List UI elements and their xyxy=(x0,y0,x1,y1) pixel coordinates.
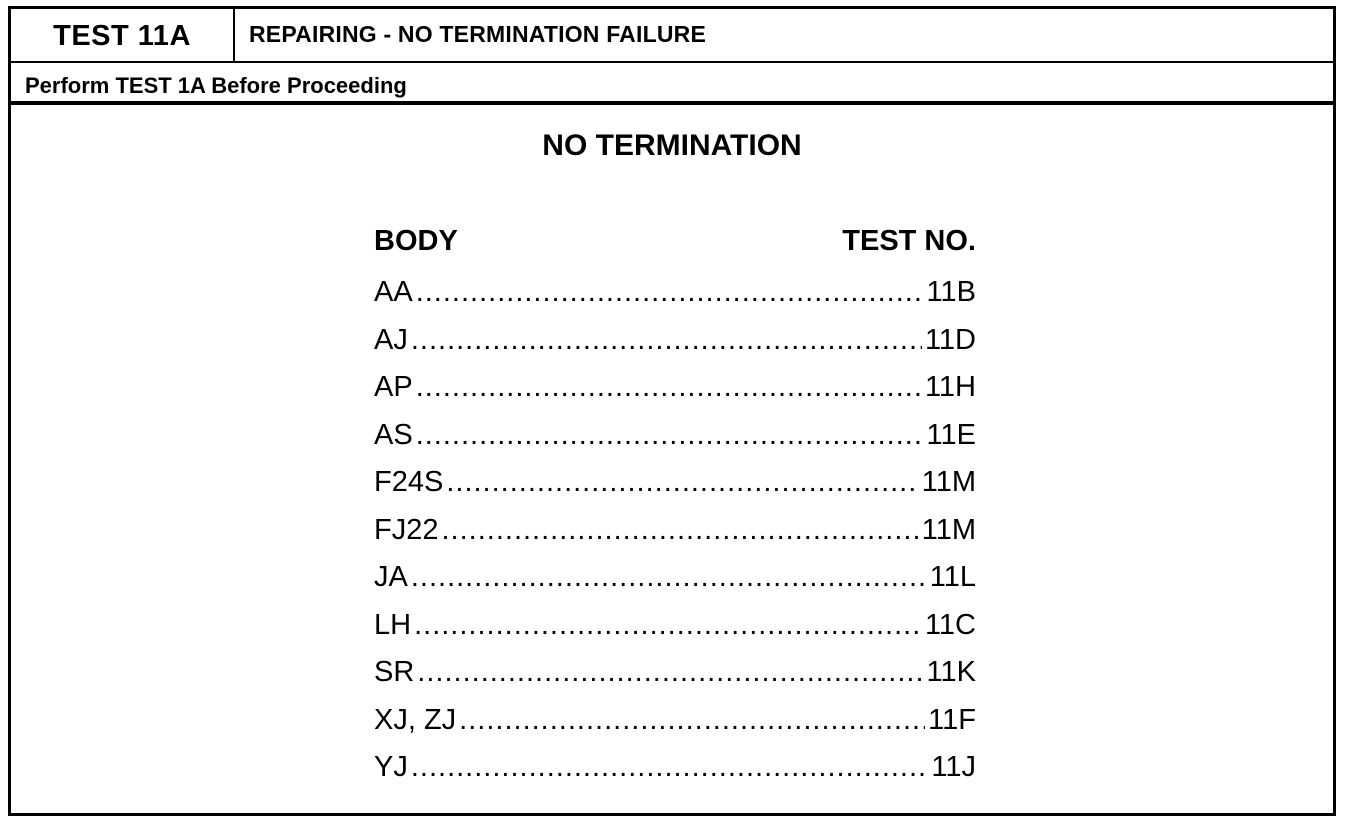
table-row xyxy=(374,459,976,507)
dot-leader xyxy=(446,459,918,507)
table-row xyxy=(374,412,976,460)
body-code: JA xyxy=(374,561,408,593)
table-rows xyxy=(374,269,976,792)
dot-leader xyxy=(417,649,923,697)
body-code: FJ22 xyxy=(374,513,439,546)
dot-leader xyxy=(411,744,929,792)
body-code: YJ xyxy=(374,751,408,783)
dot-leader xyxy=(441,507,918,555)
column-header-test-no: TEST NO. xyxy=(842,225,976,257)
dot-leader xyxy=(416,269,924,317)
test-number: 11F xyxy=(928,703,976,736)
body-code: AA xyxy=(374,276,413,308)
body-code: LH xyxy=(374,608,412,641)
test-number: 11D xyxy=(924,323,976,356)
section-title: NO TERMINATION xyxy=(542,129,802,162)
subheader-row xyxy=(11,63,1333,105)
table-row xyxy=(374,269,976,317)
test-id: TEST 11A xyxy=(11,9,235,61)
body-code: AJ xyxy=(374,323,408,356)
test-number: 11M xyxy=(921,513,976,546)
dot-leader xyxy=(416,364,922,412)
test-number: 11M xyxy=(921,466,976,498)
dot-leader xyxy=(411,317,922,365)
body-code: F24S xyxy=(374,466,444,498)
test-number: 11J xyxy=(931,751,976,783)
body-code: AP xyxy=(374,371,413,403)
table-row xyxy=(374,317,976,365)
document-frame xyxy=(8,6,1336,816)
test-number: 11C xyxy=(924,608,976,641)
dot-leader xyxy=(414,602,922,650)
test-number: 11H xyxy=(924,371,976,403)
prerequisite-note: Perform TEST 1A Before Proceeding xyxy=(25,73,407,98)
table-row xyxy=(374,507,976,555)
table-header xyxy=(374,221,976,269)
body-code: XJ, ZJ xyxy=(374,703,457,736)
table-row xyxy=(374,649,976,697)
test-number: 11B xyxy=(926,276,976,308)
test-number: 11E xyxy=(926,418,976,451)
column-header-body: BODY xyxy=(374,225,458,257)
table-row xyxy=(374,554,976,602)
table-row xyxy=(374,364,976,412)
body-code: AS xyxy=(374,418,413,451)
table-row xyxy=(374,602,976,650)
dot-leader xyxy=(459,697,925,745)
dot-leader xyxy=(416,412,924,460)
table-row xyxy=(374,744,976,792)
dot-leader xyxy=(411,554,927,602)
test-number: 11L xyxy=(929,561,976,593)
header-row xyxy=(11,9,1333,63)
test-number: 11K xyxy=(926,656,976,688)
test-title: REPAIRING - NO TERMINATION FAILURE xyxy=(249,21,706,47)
body-code: SR xyxy=(374,656,415,688)
table-row xyxy=(374,697,976,745)
body-test-table xyxy=(374,221,976,792)
